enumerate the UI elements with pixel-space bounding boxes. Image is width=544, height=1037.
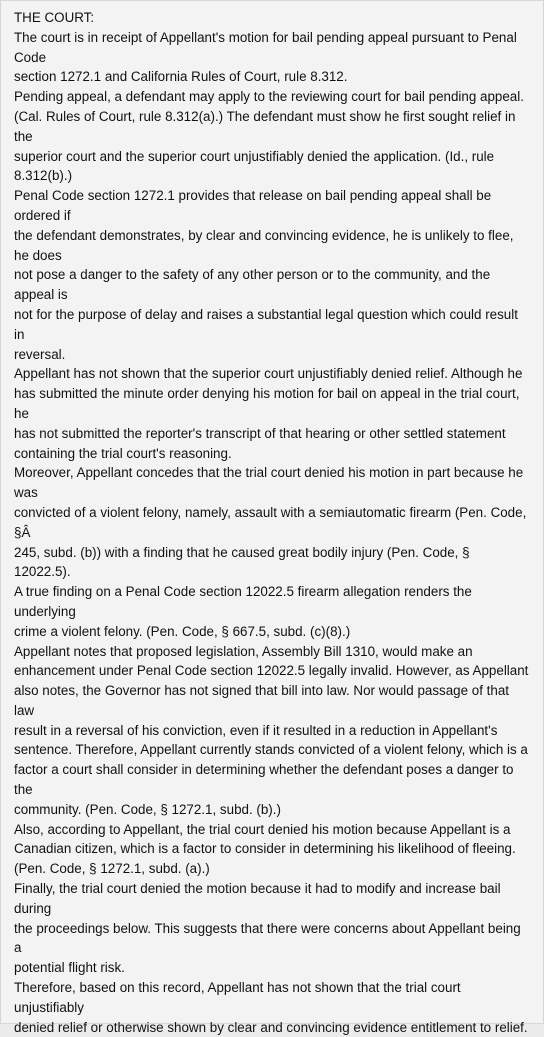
- text-line: in: [14, 326, 25, 342]
- text-line: crime a violent felony. (Pen. Code, § 667.5, subd. (c)(8).): [14, 623, 351, 639]
- text-line: Code: [14, 49, 47, 65]
- text-line: (Cal. Rules of Court, rule 8.312(a).) The defendant must show he first sought relief in: [14, 108, 516, 124]
- text-line: (Pen. Code, § 1272.1, subd. (a).): [14, 861, 210, 877]
- text-line: was: [14, 485, 38, 501]
- text-line: underlying: [14, 603, 76, 619]
- text-line: containing the trial court's reasoning.: [14, 445, 232, 461]
- text-line: Therefore, based on this record, Appellant has not shown that the trial court: [14, 980, 461, 996]
- text-line: Also, according to Appellant, the trial court denied his motion because Appellant is a: [14, 821, 511, 837]
- text-line: law: [14, 702, 35, 718]
- text-line: the defendant demonstrates, by clear and convincing evidence, he is unlikely to flee,: [14, 227, 514, 243]
- text-line: the: [14, 128, 33, 144]
- text-line: appeal is: [14, 287, 68, 303]
- text-line: 8.312(b).): [14, 168, 73, 184]
- text-line: Finally, the trial court denied the motion because it had to modify and increase bail: [14, 881, 501, 897]
- text-line: not for the purpose of delay and raises a substantial legal question which could result: [14, 306, 518, 322]
- text-line: he does: [14, 247, 62, 263]
- text-line: ordered if: [14, 207, 71, 223]
- text-line: denied relief or otherwise shown by clear and convincing evidence entitlement to relief.: [14, 1019, 528, 1035]
- text-line: the proceedings below. This suggests that there were concerns about Appellant being: [14, 920, 521, 936]
- text-line: result in a reversal of his conviction, even if it resulted in a reduction in Appellant's: [14, 722, 498, 738]
- text-line: sentence. Therefore, Appellant currently stands convicted of a violent felony, which is a: [14, 742, 528, 758]
- text-line: Pending appeal, a defendant may apply to the reviewing court for bail pending appeal.: [14, 89, 524, 105]
- text-line: The court is in receipt of Appellant's motion for bail pending appeal pursuant to Penal: [14, 29, 517, 45]
- text-line: §Â: [14, 524, 31, 540]
- text-line: also notes, the Governor has not signed that bill into law. Nor would passage of that: [14, 683, 510, 699]
- text-line: has not submitted the reporter's transcript of that hearing or other settled statement: [14, 425, 506, 441]
- text-line: he: [14, 405, 29, 421]
- text-line: reversal.: [14, 346, 66, 362]
- text-line: Moreover, Appellant concedes that the trial court denied his motion in part because he: [14, 465, 524, 481]
- text-line: factor a court shall consider in determining whether the defendant poses a danger to: [14, 762, 514, 778]
- text-line: not pose a danger to the safety of any other person or to the community, and the: [14, 267, 491, 283]
- text-line: section 1272.1 and California Rules of Court, rule 8.312.: [14, 69, 348, 85]
- text-line: 12022.5).: [14, 564, 71, 580]
- text-line: community. (Pen. Code, § 1272.1, subd. (b).): [14, 801, 281, 817]
- text-line: Appellant has not shown that the superior court unjustifiably denied relief. Although he: [14, 366, 523, 382]
- text-line: superior court and the superior court unjustifiably denied the application. (Id., rule: [14, 148, 495, 164]
- text-line: unjustifiably: [14, 999, 84, 1015]
- text-line: convicted of a violent felony, namely, assault with a semiautomatic firearm (Pen. Code,: [14, 504, 527, 520]
- text-line: Penal Code section 1272.1 provides that release on bail pending appeal shall be: [14, 188, 492, 204]
- text-line: Appellant notes that proposed legislation, Assembly Bill 1310, would make an: [14, 643, 473, 659]
- text-line: potential flight risk.: [14, 960, 125, 976]
- text-line: the: [14, 782, 33, 798]
- text-line: 245, subd. (b)) with a finding that he caused great bodily injury (Pen. Code, §: [14, 544, 470, 560]
- text-line: enhancement under Penal Code section 12022.5 legally invalid. However, as Appellant: [14, 663, 529, 679]
- text-line: during: [14, 900, 52, 916]
- text-line: THE COURT:: [14, 10, 95, 25]
- court-order-text: [14, 8, 538, 1037]
- text-line: A true finding on a Penal Code section 12022.5 firearm allegation renders the: [14, 584, 472, 600]
- text-line: has submitted the minute order denying his motion for bail on appeal in the trial court,: [14, 386, 520, 402]
- text-line: Canadian citizen, which is a factor to consider in determining his likelihood of fleeing.: [14, 841, 516, 857]
- text-line: a: [14, 940, 22, 956]
